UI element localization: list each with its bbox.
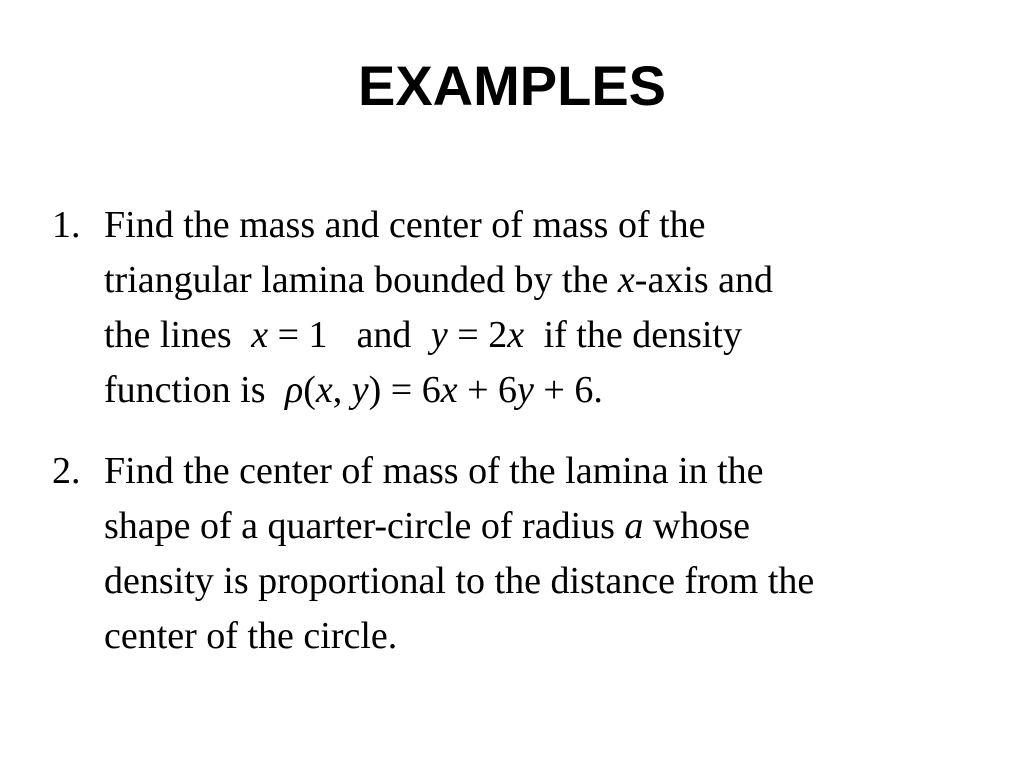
item-line	[104, 609, 397, 663]
math-expression: (	[303, 369, 316, 411]
math-variable: ρ	[284, 369, 304, 411]
math-variable: y	[517, 369, 534, 411]
math-variable: a	[624, 505, 644, 547]
math-variable: x	[315, 369, 333, 411]
line-text: Find the center of mass of the lamina in the	[104, 450, 764, 492]
item-line	[104, 198, 706, 252]
math-variable: y	[430, 314, 448, 356]
line-text: shape of a quarter-circle of radius	[104, 505, 625, 547]
line-text: density is proportional to the distance from the	[104, 560, 815, 602]
math-variable: y	[351, 369, 369, 411]
line-text: and	[347, 314, 421, 356]
item-number: 1.	[52, 204, 81, 246]
line-text: -axis and	[634, 259, 774, 301]
math-variable: x	[440, 369, 458, 411]
item-line	[104, 253, 773, 307]
item-line	[104, 554, 814, 608]
math-expression: + 6.	[533, 369, 603, 411]
line-text: center of the circle.	[104, 615, 398, 657]
math-variable: x	[507, 314, 525, 356]
line-text: function is	[104, 369, 275, 411]
math-variable: x	[617, 259, 635, 301]
math-expression: ) = 6	[368, 369, 441, 411]
item-number: 2.	[52, 450, 81, 492]
slide-title: EXAMPLES	[357, 54, 667, 117]
line-text: triangular lamina bounded by the	[104, 259, 618, 301]
item-line	[104, 308, 742, 362]
math-expression: ,	[332, 369, 352, 411]
math-expression: = 1	[268, 314, 338, 356]
item-line	[104, 444, 764, 498]
math-variable: x	[251, 314, 269, 356]
item-line	[104, 363, 603, 417]
line-text: the lines	[104, 314, 242, 356]
math-expression: = 2	[447, 314, 508, 356]
item-line	[104, 499, 750, 553]
line-text: if the density	[534, 314, 742, 356]
line-text: whose	[643, 505, 751, 547]
line-text: Find the mass and center of mass of the	[104, 204, 706, 246]
math-expression: + 6	[457, 369, 518, 411]
